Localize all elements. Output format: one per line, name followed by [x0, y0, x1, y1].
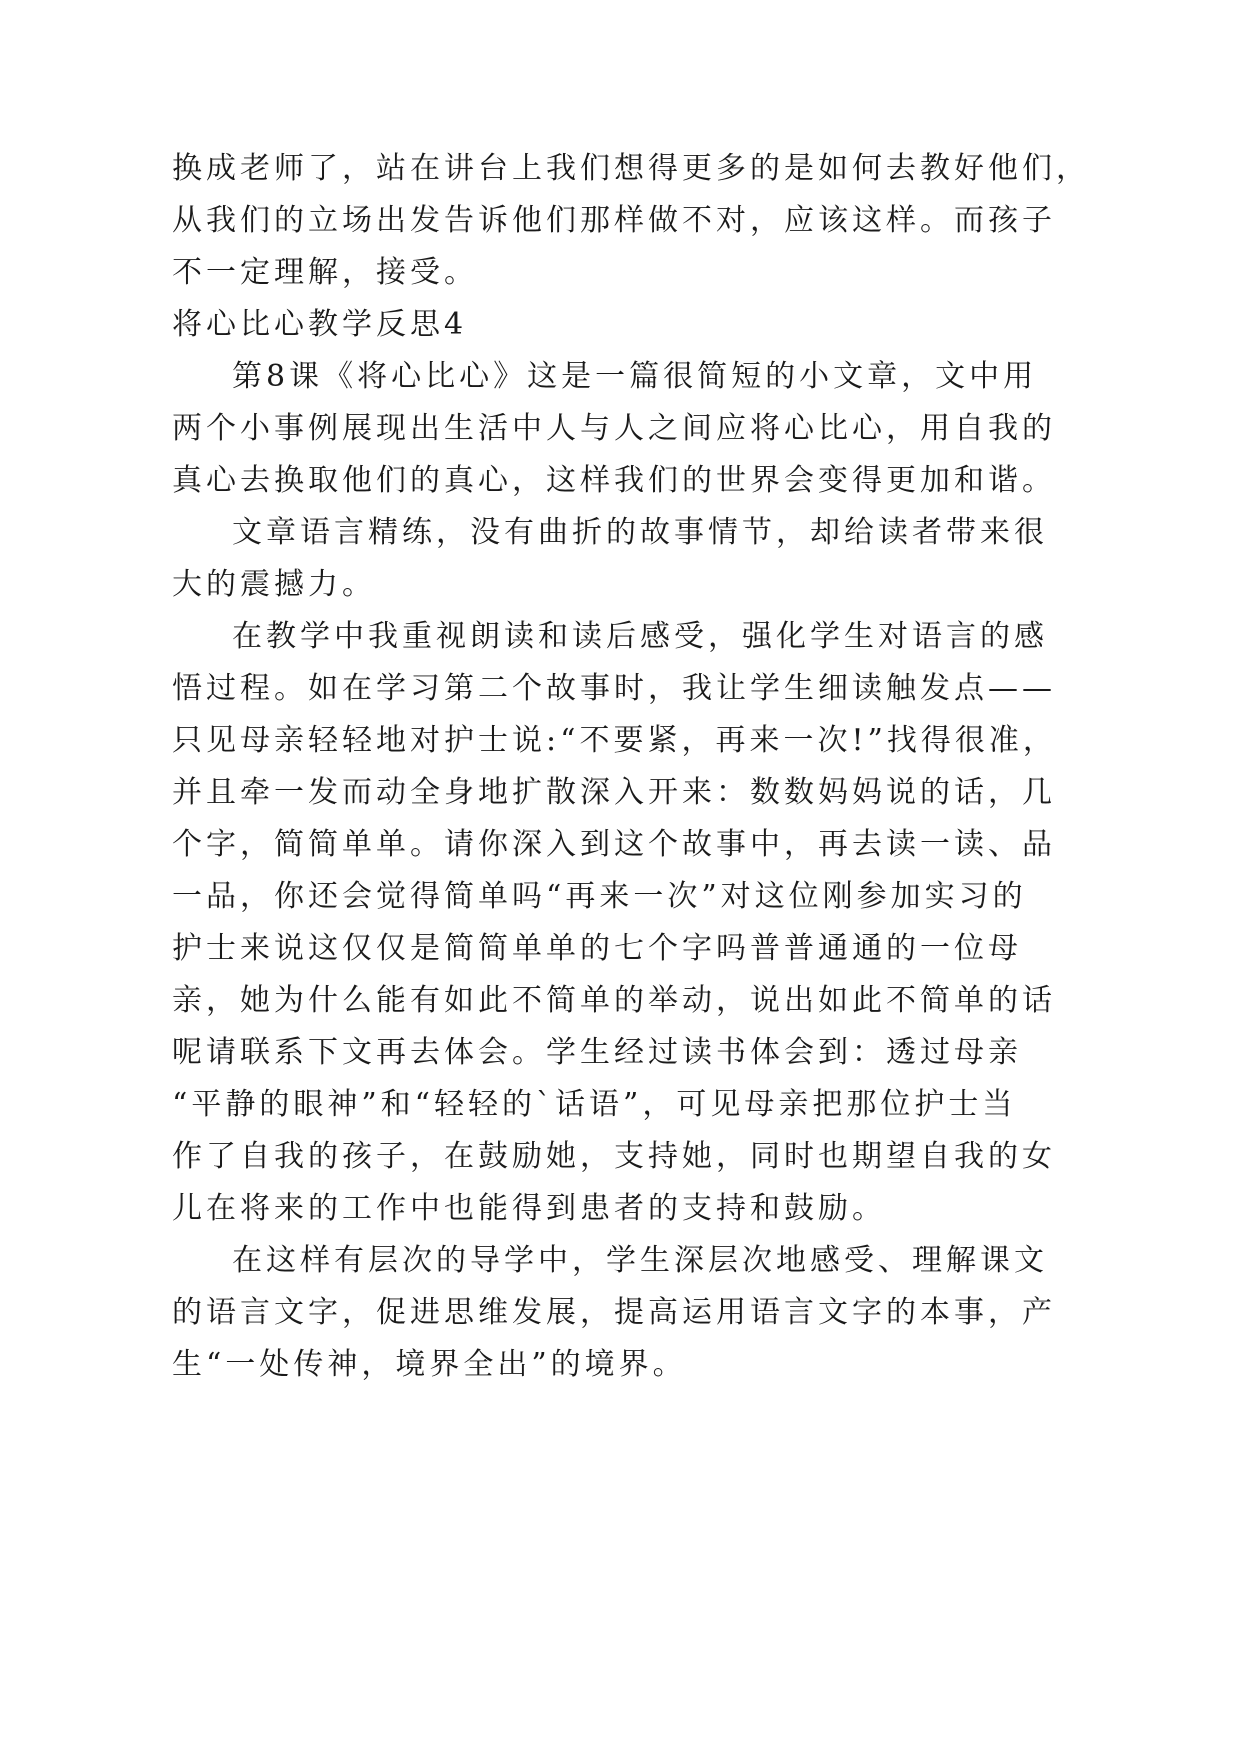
text-line: 护士来说这仅仅是简简单单的七个字吗普普通通的一位母	[172, 931, 1022, 966]
text-line: 并且牵一发而动全身地扩散深入开来：数数妈妈说的话，几	[172, 775, 1056, 810]
section-heading: 将心比心教学反思4	[172, 307, 468, 342]
text-line: 亲，她为什么能有如此不简单的举动，说出如此不简单的话	[172, 983, 1056, 1018]
text-line: 真心去换取他们的真心，这样我们的世界会变得更加和谐。	[172, 463, 1056, 498]
text-line: “平静的眼神”和“轻轻的`话语”，可见母亲把那位护士当	[172, 1087, 1017, 1122]
text-line: 呢请联系下文再去体会。学生经过读书体会到：透过母亲	[172, 1035, 1022, 1070]
text-line: 文章语言精练，没有曲折的故事情节，却给读者带来很	[232, 515, 1048, 550]
text-line: 一品，你还会觉得简单吗“再来一次”对这位刚参加实习的	[172, 879, 1027, 914]
text-line: 作了自我的孩子，在鼓励她，支持她，同时也期望自我的女	[172, 1139, 1056, 1174]
text-line: 儿在将来的工作中也能得到患者的支持和鼓励。	[172, 1191, 886, 1226]
text-line: 换成老师了，站在讲台上我们想得更多的是如何去教好他们，	[172, 151, 1090, 186]
text-line: 的语言文字，促进思维发展，提高运用语言文字的本事，产	[172, 1295, 1056, 1330]
text-line: 个字，简简单单。请你深入到这个故事中，再去读一读、品	[172, 827, 1056, 862]
text-line: 只见母亲轻轻地对护士说:“不要紧，再来一次!”找得很准，	[172, 723, 1057, 758]
text-line: 在教学中我重视朗读和读后感受，强化学生对语言的感	[232, 619, 1048, 654]
text-line: 不一定理解，接受。	[172, 255, 478, 290]
text-line: 生“一处传神，境界全出”的境界。	[172, 1347, 687, 1382]
text-line: 悟过程。如在学习第二个故事时，我让学生细读触发点——	[172, 671, 1056, 706]
text-line: 在这样有层次的导学中，学生深层次地感受、理解课文	[232, 1243, 1048, 1278]
text-line: 第8课《将心比心》这是一篇很简短的小文章，文中用	[232, 359, 1038, 394]
text-line: 大的震撼力。	[172, 567, 376, 602]
text-line: 两个小事例展现出生活中人与人之间应将心比心，用自我的	[172, 411, 1056, 446]
text-line: 从我们的立场出发告诉他们那样做不对，应该这样。而孩子	[172, 203, 1056, 238]
